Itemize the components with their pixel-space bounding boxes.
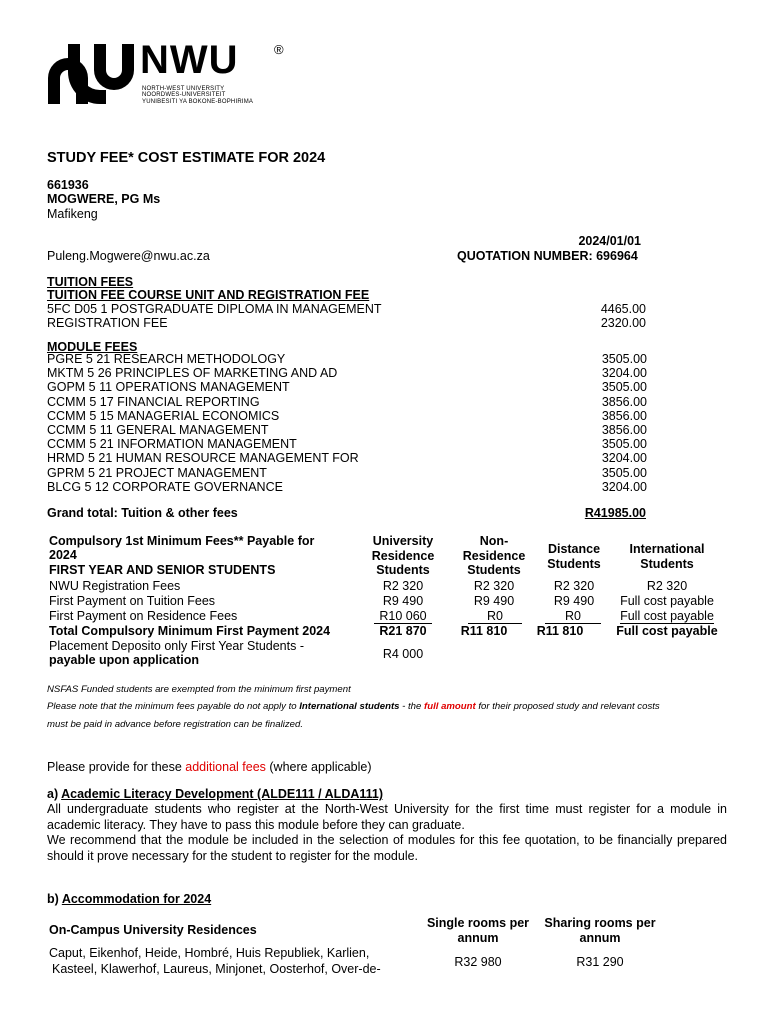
module-label: PGRE 5 21 RESEARCH METHODOLOGY [47, 352, 286, 366]
module-amount: 3505.00 [601, 380, 647, 395]
table-cell: R11 810 [536, 624, 584, 638]
table-cell: R2 320 [553, 579, 595, 593]
section-a-paragraph-1: All undergraduate students who register at the North-West University for the first time must register for a module in academic literacy. They have to pass this module before they can graduate. [47, 802, 727, 832]
table-row-label: First Payment on Tuition Fees [49, 594, 216, 608]
module-label: CCMM 5 21 INFORMATION MANAGEMENT [47, 437, 297, 452]
tuition-item-amount: 4465.00 [600, 302, 646, 316]
list-item [47, 466, 647, 480]
module-label: MKTM 5 26 PRINCIPLES OF MARKETING AND AD [47, 366, 338, 381]
logo-sub-afrikaans: NOORDWES-UNIVERSITEIT [142, 92, 226, 99]
section-a-paragraph-2: We recommend that the module be included in the selection of modules for this fee quotation, to be financially prepared should it prove necessary for the student to register for the module. [47, 833, 727, 863]
table-cell: Full cost payable [620, 594, 714, 608]
student-city: Mafikeng [47, 207, 98, 221]
deposit-value: R4 000 [382, 647, 424, 661]
tuition-heading: TUITION FEES [47, 275, 134, 289]
module-label: GOPM 5 11 OPERATIONS MANAGEMENT [47, 380, 290, 395]
logo-brand: NWU [140, 38, 239, 82]
table-cell: R2 320 [473, 579, 515, 593]
residence-list-line-1: Caput, Eikenhof, Heide, Hombré, Huis Republiek, Karlien, [49, 946, 370, 960]
section-a-heading: a) Academic Literacy Development (ALDE111 / ALDA111) [47, 787, 384, 801]
module-amount: 3856.00 [601, 394, 647, 409]
grand-total-label: Grand total: Tuition & other fees [47, 506, 238, 520]
sharing-rooms-header: Sharing rooms per annum [544, 916, 656, 945]
column-header-non-residence: Non- Residence Students [462, 534, 526, 577]
min-fees-year: 2024 [49, 548, 77, 562]
column-header-international: International Students [629, 542, 705, 571]
quotation-number: QUOTATION NUMBER: 696964 [457, 249, 638, 263]
table-cell: R2 320 [646, 579, 688, 593]
table-cell: R2 320 [382, 579, 424, 593]
table-cell: Full cost payable [620, 609, 714, 623]
table-cell: R0 [544, 609, 602, 624]
student-name: MOGWERE, PG Ms [47, 192, 161, 206]
section-b-heading: b) Accommodation for 2024 [47, 892, 212, 906]
list-item [47, 395, 647, 409]
column-header-distance: Distance Students [547, 542, 601, 571]
table-cell: R0 [466, 609, 524, 624]
list-item [47, 352, 647, 366]
module-amount: 3856.00 [601, 423, 647, 438]
module-label: CCMM 5 11 GENERAL MANAGEMENT [47, 423, 269, 438]
module-amount: 3856.00 [601, 408, 647, 423]
single-rooms-header: Single rooms per annum [426, 916, 530, 945]
table-row-label: First Payment on Residence Fees [49, 609, 238, 623]
module-amount: 3204.00 [601, 366, 647, 381]
additional-fees-line: Please provide for these additional fees (where applicable) [47, 760, 372, 774]
module-amount: 3204.00 [601, 451, 647, 466]
module-amount: 3505.00 [601, 437, 647, 452]
nwu-logo [46, 38, 296, 112]
module-label: HRMD 5 21 HUMAN RESOURCE MANAGEMENT FOR [47, 451, 359, 466]
tuition-subheading: TUITION FEE COURSE UNIT AND REGISTRATION FEE [47, 288, 370, 302]
module-amount: 3505.00 [601, 352, 647, 366]
min-fees-heading: Compulsory 1st Minimum Fees** Payable for [49, 534, 315, 548]
student-email: Puleng.Mogwere@nwu.ac.za [47, 249, 210, 263]
module-label: BLCG 5 12 CORPORATE GOVERNANCE [47, 479, 283, 494]
page-title: STUDY FEE* COST ESTIMATE FOR 2024 [47, 150, 326, 166]
logo-sub-english: NORTH-WEST UNIVERSITY [142, 86, 225, 92]
sharing-room-price: R31 290 [576, 955, 624, 969]
list-item [47, 366, 647, 380]
table-cell: R10 060 [374, 609, 432, 624]
residences-heading: On-Campus University Residences [49, 923, 257, 937]
single-room-price: R32 980 [454, 955, 502, 969]
residence-list-line-2: Kasteel, Klawerhof, Laureus, Minjonet, Oosterhof, Over-de- [52, 962, 381, 976]
list-item [47, 409, 647, 423]
list-item [47, 451, 647, 465]
list-item [47, 423, 647, 437]
grand-total-amount: R41985.00 [584, 506, 646, 520]
international-note-2: must be paid in advance before registration can be finalized. [47, 719, 303, 730]
international-note: Please note that the minimum fees payable do not apply to International students - the full amount for their proposed study and relevant costs [47, 701, 660, 712]
column-header-residence: University Residence Students [371, 534, 435, 577]
nwu-emblem-icon [46, 42, 136, 106]
tuition-item-label: REGISTRATION FEE [47, 316, 168, 330]
deposit-label-2: payable upon application [49, 653, 200, 667]
list-item [47, 380, 647, 394]
module-amount: 3505.00 [601, 465, 647, 480]
logo-sub-setswana: YUNIBESITI YA BOKONE-BOPHIRIMA [142, 98, 254, 105]
min-fees-subheading: FIRST YEAR AND SENIOR STUDENTS [49, 563, 276, 577]
module-fees-list [47, 352, 647, 494]
nsfas-note: NSFAS Funded students are exempted from the minimum first payment [47, 684, 351, 695]
student-number: 661936 [47, 178, 89, 192]
module-fees-heading: MODULE FEES [47, 340, 138, 354]
list-item [47, 437, 647, 451]
tuition-item-amount: 2320.00 [600, 316, 646, 330]
list-item [47, 480, 647, 494]
table-cell: R9 490 [382, 594, 424, 608]
tuition-item-label: 5FC D05 1 POSTGRADUATE DIPLOMA IN MANAGEMENT [47, 302, 382, 316]
table-cell: R21 870 [379, 624, 427, 638]
logo-registered: ® [274, 42, 284, 57]
module-label: CCMM 5 15 MANAGERIAL ECONOMICS [47, 408, 280, 423]
table-cell: Full cost payable [616, 624, 718, 638]
module-label: GPRM 5 21 PROJECT MANAGEMENT [47, 465, 267, 480]
quote-date: 2024/01/01 [578, 234, 641, 248]
table-cell: R9 490 [553, 594, 595, 608]
deposit-label: Placement Deposito only First Year Students - [49, 639, 304, 653]
module-amount: 3204.00 [601, 479, 647, 494]
table-row-label: NWU Registration Fees [49, 579, 181, 593]
total-row-label: Total Compulsory Minimum First Payment 2024 [49, 624, 331, 638]
table-cell: R11 810 [460, 624, 508, 638]
table-cell: R9 490 [473, 594, 515, 608]
module-label: CCMM 5 17 FINANCIAL REPORTING [47, 394, 260, 409]
